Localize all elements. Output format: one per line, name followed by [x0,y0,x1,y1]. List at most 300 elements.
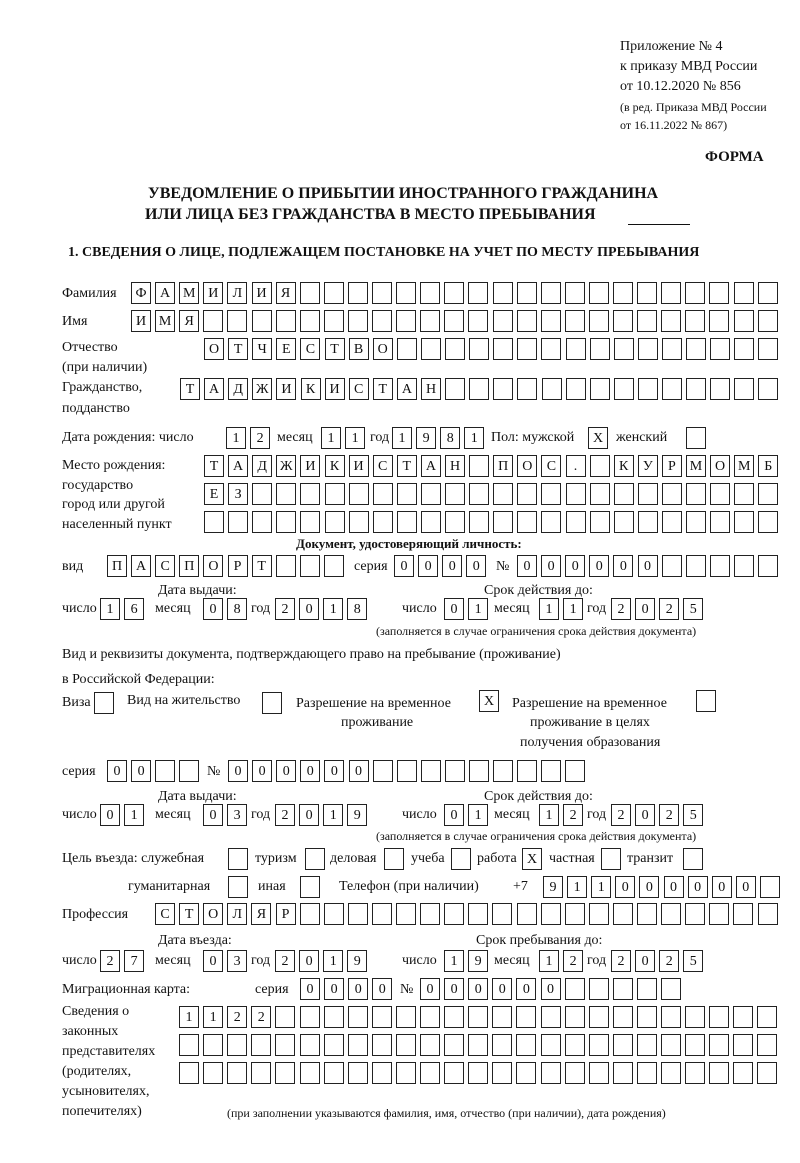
char-cell[interactable] [589,1006,609,1028]
char-cell[interactable] [517,903,537,925]
char-cell[interactable] [733,1062,753,1084]
char-cell[interactable]: 9 [347,804,367,826]
char-cell[interactable] [155,760,175,782]
char-cell[interactable]: Ч [252,338,272,360]
char-cell[interactable] [685,1006,705,1028]
char-cell[interactable]: А [204,378,224,400]
char-cell[interactable]: С [155,555,175,577]
char-cell[interactable]: Р [276,903,296,925]
char-cell[interactable] [228,876,248,898]
char-cell[interactable] [758,903,778,925]
char-cell[interactable]: 0 [252,760,272,782]
char-cell[interactable] [421,483,441,505]
char-cell[interactable] [252,483,272,505]
char-cell[interactable] [709,1006,729,1028]
char-cell[interactable]: И [300,455,320,477]
char-cell[interactable] [565,1006,585,1028]
char-cell[interactable]: 0 [615,876,635,898]
char-cell[interactable]: 8 [440,427,460,449]
char-cell[interactable] [758,338,778,360]
char-cell[interactable]: 7 [124,950,144,972]
char-cell[interactable]: 0 [107,760,127,782]
char-cell[interactable]: 0 [589,555,609,577]
char-cell[interactable] [373,511,393,533]
char-cell[interactable] [372,1062,392,1084]
char-cell[interactable] [445,511,465,533]
char-cell[interactable]: 0 [203,598,223,620]
char-cell[interactable]: С [155,903,175,925]
char-cell[interactable] [517,378,537,400]
char-cell[interactable] [276,555,296,577]
char-cell[interactable] [662,338,682,360]
char-cell[interactable] [492,1062,512,1084]
char-cell[interactable] [397,483,417,505]
char-cell[interactable] [324,1006,344,1028]
char-cell[interactable] [758,282,778,304]
char-cell[interactable]: 1 [226,427,246,449]
char-cell[interactable] [613,310,633,332]
char-cell[interactable] [685,1062,705,1084]
char-cell[interactable]: 2 [563,804,583,826]
place-blank-line[interactable] [628,207,690,225]
char-cell[interactable] [760,876,780,898]
char-cell[interactable]: 0 [100,804,120,826]
char-cell[interactable]: 0 [276,760,296,782]
char-cell[interactable] [445,338,465,360]
char-cell[interactable]: 1 [539,598,559,620]
char-cell[interactable]: 1 [179,1006,199,1028]
char-cell[interactable] [517,511,537,533]
char-cell[interactable] [758,555,778,577]
char-cell[interactable] [300,511,320,533]
char-cell[interactable]: М [155,310,175,332]
char-cell[interactable]: 2 [659,598,679,620]
char-cell[interactable] [275,1006,295,1028]
char-cell[interactable] [444,1062,464,1084]
char-cell[interactable] [661,1006,681,1028]
char-cell[interactable] [348,310,368,332]
char-cell[interactable]: 1 [323,950,343,972]
char-cell[interactable] [541,1034,561,1056]
char-cell[interactable] [420,282,440,304]
char-cell[interactable] [396,1034,416,1056]
char-cell[interactable] [758,483,778,505]
char-cell[interactable] [493,483,513,505]
char-cell[interactable] [348,1062,368,1084]
char-cell[interactable] [420,1006,440,1028]
char-cell[interactable] [493,511,513,533]
char-cell[interactable] [445,378,465,400]
char-cell[interactable] [305,848,325,870]
char-cell[interactable] [589,282,609,304]
char-cell[interactable]: Р [228,555,248,577]
char-cell[interactable] [372,1034,392,1056]
char-cell[interactable] [566,378,586,400]
char-cell[interactable]: И [325,378,345,400]
char-cell[interactable] [396,1062,416,1084]
char-cell[interactable]: 2 [611,598,631,620]
char-cell[interactable] [686,555,706,577]
char-cell[interactable]: О [203,903,223,925]
char-cell[interactable]: 0 [664,876,684,898]
char-cell[interactable]: С [541,455,561,477]
char-cell[interactable] [252,511,272,533]
char-cell[interactable] [566,511,586,533]
char-cell[interactable]: 1 [323,598,343,620]
char-cell[interactable] [685,1034,705,1056]
char-cell[interactable] [300,483,320,505]
char-cell[interactable]: 1 [468,804,488,826]
char-cell[interactable] [734,338,754,360]
char-cell[interactable]: С [349,378,369,400]
char-cell[interactable] [614,338,634,360]
char-cell[interactable] [662,511,682,533]
char-cell[interactable] [348,903,368,925]
char-cell[interactable]: 2 [251,1006,271,1028]
char-cell[interactable]: О [203,555,223,577]
char-cell[interactable] [324,1034,344,1056]
char-cell[interactable] [492,903,512,925]
char-cell[interactable]: 0 [492,978,512,1000]
char-cell[interactable]: 0 [348,978,368,1000]
char-cell[interactable] [709,1062,729,1084]
char-cell[interactable] [685,310,705,332]
char-cell[interactable]: 2 [611,804,631,826]
char-cell[interactable] [179,1062,199,1084]
char-cell[interactable] [349,511,369,533]
char-cell[interactable]: 0 [468,978,488,1000]
char-cell[interactable] [734,310,754,332]
char-cell[interactable] [541,1006,561,1028]
char-cell[interactable] [300,310,320,332]
char-cell[interactable] [276,310,296,332]
char-cell[interactable]: 0 [638,555,658,577]
char-cell[interactable]: 0 [613,555,633,577]
char-cell[interactable] [262,692,282,714]
char-cell[interactable]: 2 [563,950,583,972]
char-cell[interactable] [94,692,114,714]
char-cell[interactable] [325,511,345,533]
char-cell[interactable] [662,378,682,400]
char-cell[interactable]: 0 [324,978,344,1000]
char-cell[interactable]: И [349,455,369,477]
char-cell[interactable]: В [349,338,369,360]
char-cell[interactable] [614,511,634,533]
char-cell[interactable] [566,338,586,360]
char-cell[interactable] [661,978,681,1000]
char-cell[interactable] [469,455,489,477]
char-cell[interactable] [541,1062,561,1084]
char-cell[interactable] [493,338,513,360]
char-cell[interactable] [541,310,561,332]
char-cell[interactable]: П [179,555,199,577]
char-cell[interactable]: 1 [563,598,583,620]
char-cell[interactable] [468,1034,488,1056]
char-cell[interactable] [757,1006,777,1028]
char-cell[interactable] [589,1062,609,1084]
char-cell[interactable]: Л [227,903,247,925]
char-cell[interactable] [517,338,537,360]
char-cell[interactable]: 1 [345,427,365,449]
char-cell[interactable] [710,511,730,533]
char-cell[interactable]: 0 [639,876,659,898]
char-cell[interactable] [276,511,296,533]
char-cell[interactable] [733,1034,753,1056]
char-cell[interactable] [541,760,561,782]
char-cell[interactable] [517,282,537,304]
char-cell[interactable] [300,282,320,304]
char-cell[interactable] [420,1062,440,1084]
char-cell[interactable]: 6 [124,598,144,620]
char-cell[interactable]: Т [252,555,272,577]
char-cell[interactable] [468,310,488,332]
char-cell[interactable] [445,483,465,505]
char-cell[interactable]: А [397,378,417,400]
char-cell[interactable]: П [107,555,127,577]
char-cell[interactable]: И [252,282,272,304]
char-cell[interactable]: 9 [543,876,563,898]
char-cell[interactable]: Т [180,378,200,400]
char-cell[interactable] [542,378,562,400]
char-cell[interactable] [516,1062,536,1084]
char-cell[interactable] [686,427,706,449]
char-cell[interactable]: Е [276,338,296,360]
char-cell[interactable]: Л [227,282,247,304]
char-cell[interactable]: Д [252,455,272,477]
char-cell[interactable] [251,1062,271,1084]
char-cell[interactable] [324,1062,344,1084]
char-cell[interactable] [638,511,658,533]
char-cell[interactable] [324,282,344,304]
char-cell[interactable] [734,378,754,400]
char-cell[interactable]: X [588,427,608,449]
char-cell[interactable] [325,483,345,505]
char-cell[interactable] [638,483,658,505]
char-cell[interactable] [709,1034,729,1056]
char-cell[interactable]: 5 [683,598,703,620]
char-cell[interactable] [686,511,706,533]
char-cell[interactable]: 5 [683,804,703,826]
char-cell[interactable]: Т [204,455,224,477]
char-cell[interactable] [565,310,585,332]
char-cell[interactable] [373,483,393,505]
char-cell[interactable]: 9 [347,950,367,972]
char-cell[interactable]: 0 [131,760,151,782]
char-cell[interactable]: 5 [683,950,703,972]
char-cell[interactable] [709,310,729,332]
char-cell[interactable] [541,338,561,360]
char-cell[interactable] [324,310,344,332]
char-cell[interactable] [613,903,633,925]
char-cell[interactable]: 0 [442,555,462,577]
char-cell[interactable]: 0 [420,978,440,1000]
char-cell[interactable]: . [566,455,586,477]
char-cell[interactable] [493,282,513,304]
char-cell[interactable]: Б [758,455,778,477]
char-cell[interactable]: 0 [517,555,537,577]
char-cell[interactable] [661,282,681,304]
char-cell[interactable] [203,1034,223,1056]
char-cell[interactable]: 2 [659,804,679,826]
char-cell[interactable] [637,978,657,1000]
char-cell[interactable] [590,338,610,360]
char-cell[interactable]: 0 [203,950,223,972]
char-cell[interactable] [661,310,681,332]
char-cell[interactable] [733,903,753,925]
char-cell[interactable]: Я [276,282,296,304]
char-cell[interactable] [734,282,754,304]
char-cell[interactable] [710,483,730,505]
char-cell[interactable]: М [734,455,754,477]
char-cell[interactable] [686,338,706,360]
char-cell[interactable] [590,483,610,505]
char-cell[interactable]: 0 [349,760,369,782]
char-cell[interactable]: 2 [611,950,631,972]
char-cell[interactable] [565,978,585,1000]
char-cell[interactable] [734,483,754,505]
char-cell[interactable]: 0 [565,555,585,577]
char-cell[interactable] [421,338,441,360]
char-cell[interactable] [444,903,464,925]
char-cell[interactable] [516,1006,536,1028]
char-cell[interactable] [396,903,416,925]
char-cell[interactable] [758,378,778,400]
char-cell[interactable] [300,876,320,898]
char-cell[interactable]: О [710,455,730,477]
char-cell[interactable]: 1 [321,427,341,449]
char-cell[interactable] [179,1034,199,1056]
char-cell[interactable]: У [638,455,658,477]
char-cell[interactable]: И [131,310,151,332]
char-cell[interactable] [686,378,706,400]
char-cell[interactable] [661,1062,681,1084]
char-cell[interactable] [601,848,621,870]
char-cell[interactable]: Т [397,455,417,477]
char-cell[interactable] [396,282,416,304]
char-cell[interactable]: 1 [392,427,412,449]
char-cell[interactable] [685,903,705,925]
char-cell[interactable] [275,1034,295,1056]
char-cell[interactable] [444,310,464,332]
char-cell[interactable]: 0 [444,978,464,1000]
char-cell[interactable]: 2 [275,598,295,620]
char-cell[interactable]: 0 [444,598,464,620]
char-cell[interactable] [517,310,537,332]
char-cell[interactable]: А [155,282,175,304]
char-cell[interactable]: 0 [736,876,756,898]
char-cell[interactable] [709,282,729,304]
char-cell[interactable] [696,690,716,712]
char-cell[interactable] [662,483,682,505]
char-cell[interactable] [373,760,393,782]
char-cell[interactable] [733,1006,753,1028]
char-cell[interactable] [613,1006,633,1028]
char-cell[interactable] [566,483,586,505]
char-cell[interactable] [541,483,561,505]
char-cell[interactable]: 1 [100,598,120,620]
char-cell[interactable] [565,282,585,304]
char-cell[interactable] [661,903,681,925]
char-cell[interactable] [179,760,199,782]
char-cell[interactable] [324,555,344,577]
char-cell[interactable] [397,511,417,533]
char-cell[interactable] [300,555,320,577]
char-cell[interactable] [372,903,392,925]
char-cell[interactable]: М [179,282,199,304]
char-cell[interactable] [420,1034,440,1056]
char-cell[interactable]: 0 [203,804,223,826]
char-cell[interactable] [372,282,392,304]
char-cell[interactable]: 1 [539,950,559,972]
char-cell[interactable]: Я [179,310,199,332]
char-cell[interactable]: О [373,338,393,360]
char-cell[interactable] [613,1062,633,1084]
char-cell[interactable]: С [300,338,320,360]
char-cell[interactable]: 0 [516,978,536,1000]
char-cell[interactable]: 8 [347,598,367,620]
char-cell[interactable]: 0 [300,978,320,1000]
char-cell[interactable]: 0 [299,950,319,972]
char-cell[interactable] [637,282,657,304]
char-cell[interactable]: 9 [416,427,436,449]
char-cell[interactable]: 0 [466,555,486,577]
char-cell[interactable] [444,282,464,304]
char-cell[interactable]: И [203,282,223,304]
char-cell[interactable] [493,378,513,400]
char-cell[interactable] [613,978,633,1000]
char-cell[interactable]: С [373,455,393,477]
char-cell[interactable] [637,310,657,332]
char-cell[interactable]: Т [179,903,199,925]
char-cell[interactable] [468,903,488,925]
char-cell[interactable] [590,378,610,400]
char-cell[interactable]: 2 [250,427,270,449]
char-cell[interactable] [613,282,633,304]
char-cell[interactable]: 2 [275,950,295,972]
char-cell[interactable] [683,848,703,870]
char-cell[interactable] [492,1006,512,1028]
char-cell[interactable] [758,511,778,533]
char-cell[interactable]: А [228,455,248,477]
char-cell[interactable] [300,903,320,925]
char-cell[interactable] [637,1062,657,1084]
char-cell[interactable] [372,310,392,332]
char-cell[interactable] [734,511,754,533]
char-cell[interactable]: 0 [394,555,414,577]
char-cell[interactable] [397,760,417,782]
char-cell[interactable] [468,282,488,304]
char-cell[interactable] [710,378,730,400]
char-cell[interactable] [614,483,634,505]
char-cell[interactable] [493,760,513,782]
char-cell[interactable]: Д [228,378,248,400]
char-cell[interactable]: 9 [468,950,488,972]
char-cell[interactable] [300,1062,320,1084]
char-cell[interactable]: О [517,455,537,477]
char-cell[interactable]: 3 [227,950,247,972]
char-cell[interactable] [396,1006,416,1028]
char-cell[interactable] [275,1062,295,1084]
char-cell[interactable] [638,378,658,400]
char-cell[interactable] [637,1006,657,1028]
char-cell[interactable]: 1 [539,804,559,826]
char-cell[interactable]: К [614,455,634,477]
char-cell[interactable] [396,310,416,332]
char-cell[interactable]: 8 [227,598,247,620]
char-cell[interactable] [444,1006,464,1028]
char-cell[interactable]: 1 [591,876,611,898]
char-cell[interactable]: 1 [444,950,464,972]
